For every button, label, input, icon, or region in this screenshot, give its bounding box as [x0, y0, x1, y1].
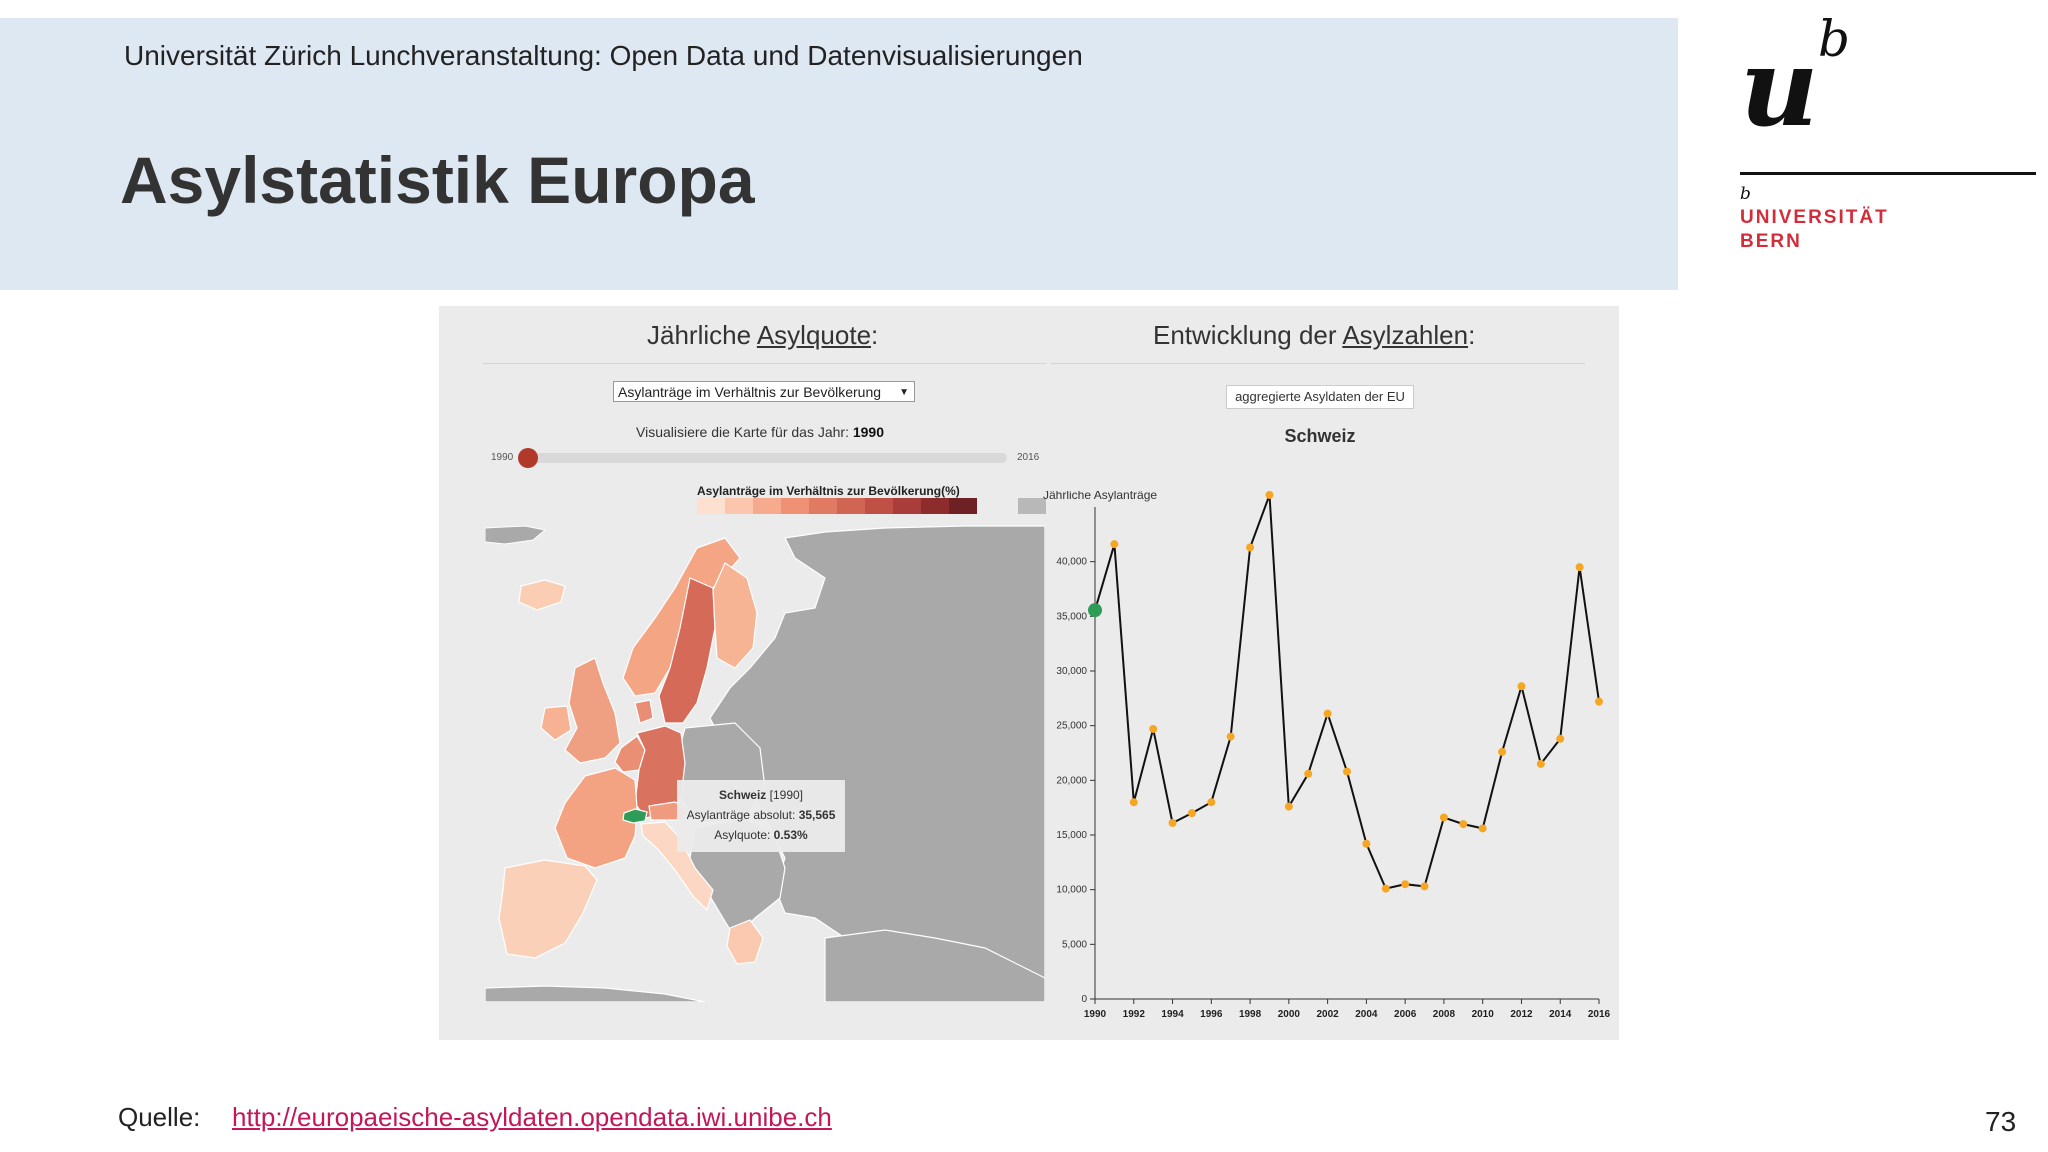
chart-point[interactable] — [1324, 710, 1332, 718]
dropdown-arrow-icon: ▼ — [899, 387, 909, 398]
tooltip-abs-label: Asylanträge absolut: — [686, 808, 799, 822]
legend-swatch — [837, 498, 865, 514]
asylquote-link[interactable]: Asylquote — [756, 320, 872, 350]
chart-point[interactable] — [1343, 768, 1351, 776]
logo-text — [1740, 206, 1889, 254]
legend-swatch — [893, 498, 921, 514]
chart-point[interactable] — [1149, 725, 1157, 733]
x-tick-label: 1996 — [1200, 1009, 1223, 1020]
logo-line2: BERN — [1740, 230, 1802, 252]
y-tick-label: 5,000 — [1061, 939, 1087, 951]
chart-point[interactable] — [1595, 698, 1603, 706]
right-title-prefix: Entwicklung der — [1153, 320, 1343, 350]
tooltip-abs — [677, 805, 845, 825]
logo-b: b — [1818, 10, 1851, 68]
chart-point[interactable] — [1227, 733, 1235, 741]
right-title-rule — [1051, 363, 1585, 364]
chart-point[interactable] — [1517, 682, 1525, 690]
x-tick-label: 2000 — [1277, 1009, 1300, 1020]
chart-point[interactable] — [1285, 803, 1293, 811]
chart-point[interactable] — [1265, 491, 1273, 499]
x-tick-label: 2010 — [1471, 1009, 1494, 1020]
x-tick-label: 1990 — [1083, 1009, 1107, 1020]
x-tick-label: 1998 — [1238, 1009, 1262, 1020]
screenshot-panel — [439, 306, 1619, 1040]
legend-swatch — [809, 498, 837, 514]
europe-map[interactable] — [485, 518, 1045, 1002]
y-tick-label: 10,000 — [1056, 884, 1087, 896]
chart-point[interactable] — [1362, 840, 1370, 848]
country-tooltip — [677, 780, 845, 852]
ratio-select[interactable] — [613, 381, 915, 402]
y-tick-label: 25,000 — [1056, 720, 1087, 732]
logo-rule — [1740, 172, 2036, 175]
legend-swatch — [781, 498, 809, 514]
chart-legend — [1043, 491, 1157, 502]
slider-max-label: 2016 — [1017, 452, 1040, 463]
tooltip-quote — [677, 825, 845, 845]
chart-point[interactable] — [1498, 748, 1506, 756]
year-value: 1990 — [852, 424, 885, 440]
y-tick-label: 0 — [1081, 994, 1087, 1005]
y-tick-label: 20,000 — [1056, 775, 1087, 787]
chart-point[interactable] — [1440, 814, 1448, 822]
tooltip-country: Schweiz — [718, 788, 767, 802]
legend-swatch — [949, 498, 977, 514]
tooltip-year: [1990] — [769, 788, 804, 802]
legend-swatch — [697, 498, 725, 514]
tooltip-abs-value: 35,565 — [798, 808, 836, 822]
chart-legend-label: Jährliche Asylanträge — [1043, 491, 1158, 502]
x-tick-label: 1992 — [1122, 1009, 1145, 1020]
right-title-suffix: : — [1468, 320, 1476, 350]
year-slider-track[interactable] — [527, 453, 1007, 463]
left-title-suffix: : — [871, 320, 879, 350]
chart-point[interactable] — [1556, 735, 1564, 743]
x-tick-label: 2012 — [1510, 1009, 1533, 1020]
asylzahlen-link[interactable]: Asylzahlen — [1342, 320, 1469, 350]
chart-point[interactable] — [1459, 820, 1467, 828]
x-tick-label: 2006 — [1394, 1009, 1417, 1020]
left-title-prefix: Jährliche — [647, 320, 757, 350]
legend-title: Asylanträge im Verhältnis zur Bevölkerung(%) — [697, 484, 960, 498]
chart-point[interactable] — [1169, 819, 1177, 827]
y-tick-label: 30,000 — [1056, 666, 1087, 677]
legend-swatch — [865, 498, 893, 514]
x-tick-label: 2002 — [1316, 1009, 1339, 1020]
y-tick-label: 15,000 — [1056, 830, 1087, 841]
eu-aggregate-button[interactable]: aggregierte Asyldaten der EU — [1226, 385, 1414, 409]
logo-line1: UNIVERSITÄT — [1740, 207, 1889, 228]
chart-point[interactable] — [1479, 824, 1487, 832]
chart-points — [1088, 491, 1603, 893]
asylum-line-chart — [1039, 491, 1619, 1031]
chart-point[interactable] — [1207, 798, 1215, 806]
tooltip-quote-value: 0.53% — [773, 828, 808, 842]
chart-point[interactable] — [1110, 540, 1118, 548]
legend-swatch — [921, 498, 949, 514]
y-tick-label: 35,000 — [1056, 611, 1087, 623]
legend-swatch — [753, 498, 781, 514]
chart-point[interactable] — [1537, 760, 1545, 768]
x-tick-label: 2014 — [1549, 1009, 1572, 1020]
year-slider-handle[interactable] — [518, 448, 538, 468]
chart-point[interactable] — [1188, 809, 1196, 817]
x-tick-label: 2008 — [1432, 1009, 1456, 1020]
source-link[interactable]: http://europaeische-asyldaten.opendata.iwi.unibe.ch — [232, 1102, 832, 1132]
y-tick-label: 40,000 — [1056, 556, 1087, 568]
right-panel-title — [1153, 320, 1475, 351]
year-label — [636, 424, 884, 440]
ratio-select-value: Asylanträge im Verhältnis zur Bevölkerung — [618, 384, 882, 400]
source-label: Quelle: — [118, 1102, 201, 1132]
slide-subtitle: Universität Zürich Lunchveranstaltung: Open Data und Datenvisualisierungen — [124, 40, 1083, 71]
chart-point[interactable] — [1401, 880, 1409, 888]
page-number: 73 — [1985, 1106, 2017, 1137]
x-tick-label: 2016 — [1587, 1009, 1611, 1020]
chart-point[interactable] — [1421, 882, 1429, 890]
legend-color-scale — [697, 498, 977, 514]
university-logo — [1740, 10, 2040, 254]
logo-u: u — [1740, 25, 1819, 151]
series-line — [1095, 495, 1599, 889]
x-tick-label: 2004 — [1355, 1009, 1378, 1020]
chart-axes — [1056, 507, 1610, 1020]
tooltip-quote-label: Asylquote: — [714, 828, 774, 842]
left-panel-title — [647, 320, 878, 351]
chart-country-label: Schweiz — [1284, 426, 1356, 446]
legend-swatch — [725, 498, 753, 514]
year-label-text: Visualisiere die Karte für das Jahr: — [636, 424, 853, 440]
logo-small-b: b — [1740, 184, 1751, 204]
tooltip-header — [677, 785, 845, 805]
chart-point[interactable] — [1304, 770, 1312, 778]
left-title-rule — [483, 363, 1046, 364]
slider-min-label: 1990 — [491, 452, 514, 463]
x-tick-label: 1994 — [1161, 1009, 1184, 1020]
slide-title: Asylstatistik Europa — [120, 143, 755, 217]
chart-point[interactable] — [1130, 798, 1138, 806]
chart-point[interactable] — [1576, 563, 1584, 571]
chart-point[interactable] — [1382, 885, 1390, 893]
chart-point[interactable] — [1246, 543, 1254, 551]
chart-point-highlight[interactable] — [1088, 603, 1102, 617]
